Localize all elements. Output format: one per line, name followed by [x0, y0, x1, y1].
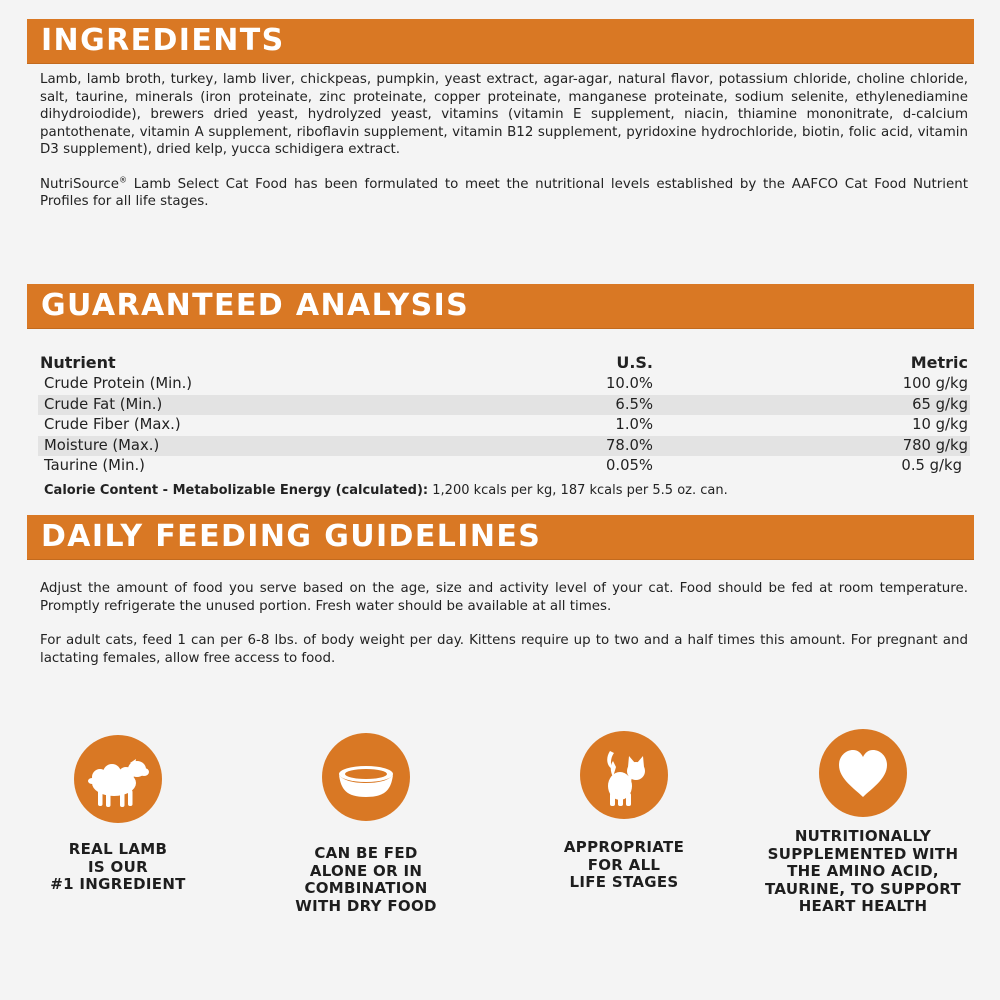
- metric-cell: 65 g/kg: [912, 395, 968, 413]
- ingredients-list: Lamb, lamb broth, turkey, lamb liver, chickpeas, pumpkin, yeast extract, agar-agar, natural flavor, potassium chloride, choline chloride, salt, taurine, minerals (iron proteinate, zinc proteinate, copper proteinate, manganese proteinate, sodium selenite, ethylenediamine dihydroiodide), brewers dried yeast, hydrolyzed yeast, vitamins (vitamin E supplement, niacin, thiamine mononitrate, d-calcium pantothenate, vitamin A supplement, riboflavin supplement, vitamin B12 supplement, pyridoxine hydrochloride, biotin, folic acid, vitamin D3 supplement), dried kelp, yucca schidigera extract.: [40, 72, 968, 157]
- nutrient-cell: Taurine (Min.): [44, 457, 145, 474]
- header-nutrient: Nutrient: [40, 353, 116, 372]
- nutrient-cell: Crude Fiber (Max.): [44, 416, 181, 433]
- metric-cell: 100 g/kg: [902, 375, 968, 392]
- table-row: [38, 415, 970, 436]
- registered-mark: ®: [118, 175, 127, 185]
- heart-icon: [819, 729, 907, 817]
- metric-cell: 10 g/kg: [912, 416, 968, 433]
- lamb-icon: [74, 735, 162, 823]
- feeding-paragraph-2: For adult cats, feed 1 can per 6-8 lbs. of body weight per day. Kittens require up to two and a half times this amount. For pregnant and lactating females, allow free access to food.: [40, 633, 968, 666]
- aafco-statement: [40, 176, 968, 211]
- feeding-body: [40, 580, 968, 667]
- feature-taurine: [753, 729, 973, 916]
- nutrient-cell: Moisture (Max.): [44, 436, 160, 454]
- table-row: [38, 436, 970, 457]
- feature-real-lamb: [8, 735, 228, 894]
- brand-name: NutriSource: [40, 176, 119, 192]
- analysis-title: GUARANTEED ANALYSIS: [41, 288, 470, 323]
- feature-text: CAN BE FED ALONE OR IN COMBINATION WITH DRY FOOD: [295, 844, 437, 915]
- header-metric: Metric: [910, 353, 968, 372]
- us-cell: 6.5%: [615, 395, 653, 413]
- table-row: [38, 395, 970, 416]
- metric-cell: 780 g/kg: [902, 436, 968, 454]
- table-row: [38, 456, 970, 477]
- aafco-statement-text: Lamb Select Cat Food has been formulated to meet the nutritional levels established by the AAFCO Cat Food Nutrient Profiles for all life stages.: [40, 176, 968, 209]
- nutrient-cell: Crude Fat (Min.): [44, 395, 163, 413]
- us-cell: 10.0%: [605, 375, 653, 392]
- feature-fed-alone: [256, 733, 476, 915]
- metric-cell: 0.5 g/kg: [901, 457, 962, 474]
- bowl-icon: [322, 733, 410, 821]
- feature-text: REAL LAMB IS OUR #1 INGREDIENT: [50, 840, 186, 893]
- nutrient-cell: Crude Protein (Min.): [44, 375, 193, 392]
- us-cell: 1.0%: [615, 416, 653, 433]
- analysis-banner: [27, 284, 974, 328]
- us-cell: 78.0%: [605, 436, 653, 454]
- feature-text: APPROPRIATE FOR ALL LIFE STAGES: [563, 838, 685, 891]
- ingredients-banner: [27, 19, 974, 63]
- calorie-label: Calorie Content - Metabolizable Energy (calculated):: [44, 482, 429, 498]
- table-row: [38, 374, 970, 395]
- calorie-value: 1,200 kcals per kg, 187 kcals per 5.5 oz. can.: [428, 482, 728, 498]
- feature-life-stages: [514, 731, 734, 892]
- feeding-title: DAILY FEEDING GUIDELINES: [41, 519, 542, 554]
- feeding-paragraph-1: Adjust the amount of food you serve based on the age, size and activity level of your cat. Food should be fed at room temperature. Promptly refrigerate the unused portion. Fresh water should be available at all times.: [40, 581, 968, 614]
- feeding-banner: [27, 515, 974, 559]
- us-cell: 0.05%: [605, 457, 653, 474]
- analysis-table: [38, 352, 970, 500]
- ingredients-body: [40, 71, 968, 211]
- ingredients-title: INGREDIENTS: [41, 23, 285, 58]
- feature-text: NUTRITIONALLY SUPPLEMENTED WITH THE AMINO ACID, TAURINE, TO SUPPORT HEART HEALTH: [765, 827, 961, 915]
- header-us: U.S.: [616, 353, 653, 372]
- analysis-header-row: [38, 352, 970, 374]
- calorie-content: [38, 482, 970, 500]
- cat-icon: [580, 731, 668, 819]
